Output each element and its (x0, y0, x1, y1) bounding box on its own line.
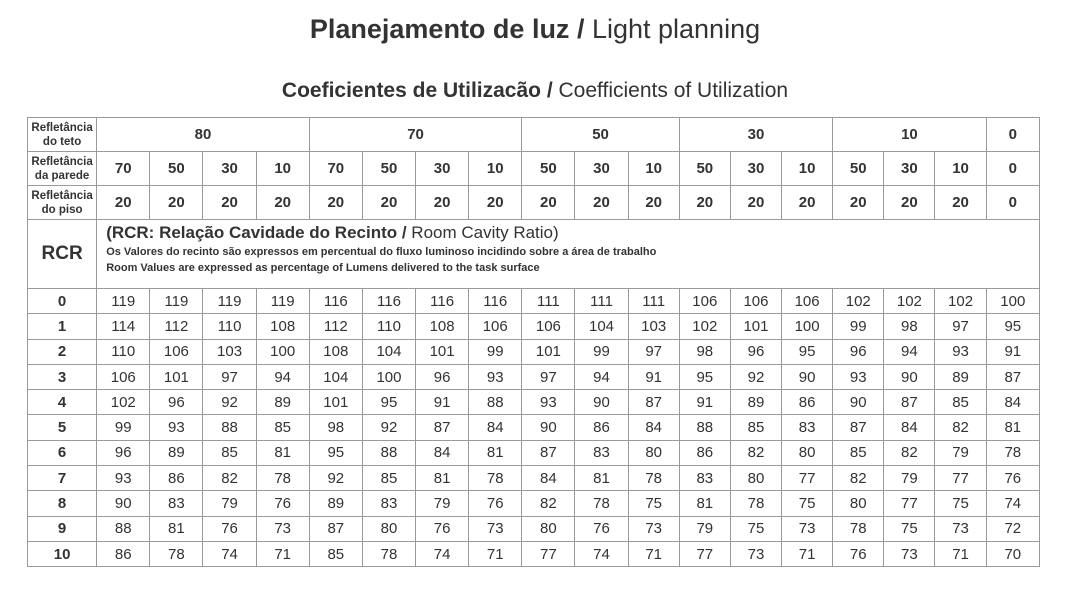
cu-value-cell: 80 (833, 491, 884, 516)
cu-value-cell: 106 (730, 289, 781, 314)
cu-value-cell: 78 (628, 466, 679, 491)
coefficients-table (27, 117, 1040, 567)
cu-value-cell: 103 (628, 314, 679, 339)
page-title (0, 14, 1070, 45)
floor-reflectance-value: 20 (833, 186, 884, 220)
cu-value-cell: 104 (309, 364, 362, 389)
cu-value-cell: 97 (203, 364, 256, 389)
cu-value-cell: 79 (416, 491, 469, 516)
cu-value-cell: 116 (362, 289, 415, 314)
wall-reflectance-value: 70 (309, 152, 362, 186)
cu-value-cell: 81 (256, 440, 309, 465)
cu-value-cell: 87 (986, 364, 1039, 389)
cu-value-cell: 100 (986, 289, 1039, 314)
floor-reflectance-value: 20 (256, 186, 309, 220)
cu-value-cell: 88 (97, 516, 150, 541)
floor-reflectance-value: 20 (575, 186, 628, 220)
cu-value-cell: 73 (884, 541, 935, 566)
wall-reflectance-value: 50 (679, 152, 730, 186)
cu-value-cell: 98 (309, 415, 362, 440)
table-row (28, 491, 1040, 516)
cu-value-cell: 99 (833, 314, 884, 339)
cu-value-cell: 85 (256, 415, 309, 440)
cu-value-cell: 97 (628, 339, 679, 364)
cu-value-cell: 74 (203, 541, 256, 566)
rcr-value: 7 (28, 466, 97, 491)
cu-value-cell: 101 (150, 364, 203, 389)
cu-value-cell: 87 (522, 440, 575, 465)
subtitle-separator: / (541, 79, 559, 102)
cu-value-cell: 106 (679, 289, 730, 314)
cu-value-cell: 96 (833, 339, 884, 364)
cu-value-cell: 89 (309, 491, 362, 516)
cu-value-cell: 87 (309, 516, 362, 541)
cu-value-cell: 116 (309, 289, 362, 314)
cu-value-cell: 81 (986, 415, 1039, 440)
cu-value-cell: 91 (986, 339, 1039, 364)
note-line-english: Room Values are expressed as percentage of Lumens delivered to the task surface (106, 262, 540, 274)
cu-value-cell: 82 (730, 440, 781, 465)
cu-value-cell: 86 (782, 390, 833, 415)
cu-value-cell: 106 (522, 314, 575, 339)
cu-value-cell: 119 (256, 289, 309, 314)
cu-value-cell: 108 (256, 314, 309, 339)
floor-reflectance-value: 20 (203, 186, 256, 220)
wall-reflectance-value: 30 (884, 152, 935, 186)
cu-value-cell: 81 (575, 466, 628, 491)
cu-value-cell: 76 (575, 516, 628, 541)
cu-value-cell: 99 (469, 339, 522, 364)
cu-value-cell: 92 (730, 364, 781, 389)
cu-value-cell: 78 (730, 491, 781, 516)
cu-value-cell: 110 (97, 339, 150, 364)
title-normal: Light planning (591, 14, 761, 44)
cu-value-cell: 73 (469, 516, 522, 541)
wall-reflectance-value: 50 (150, 152, 203, 186)
cu-value-cell: 102 (935, 289, 986, 314)
floor-reflectance-value: 20 (884, 186, 935, 220)
cu-value-cell: 87 (833, 415, 884, 440)
rcr-value: 5 (28, 415, 97, 440)
cu-value-cell: 78 (575, 491, 628, 516)
cu-value-cell: 89 (935, 364, 986, 389)
cu-value-cell: 101 (522, 339, 575, 364)
cu-value-cell: 95 (782, 339, 833, 364)
cu-value-cell: 78 (256, 466, 309, 491)
table-row (28, 289, 1040, 314)
cu-value-cell: 112 (309, 314, 362, 339)
wall-reflectance-value: 50 (522, 152, 575, 186)
cu-value-cell: 114 (97, 314, 150, 339)
cu-value-cell: 91 (679, 390, 730, 415)
cu-value-cell: 82 (203, 466, 256, 491)
floor-reflectance-value: 20 (97, 186, 150, 220)
cu-value-cell: 79 (679, 516, 730, 541)
cu-value-cell: 85 (833, 440, 884, 465)
cu-value-cell: 116 (469, 289, 522, 314)
cu-value-cell: 116 (416, 289, 469, 314)
cu-value-cell: 80 (782, 440, 833, 465)
cu-value-cell: 94 (575, 364, 628, 389)
cu-value-cell: 71 (628, 541, 679, 566)
cu-value-cell: 110 (203, 314, 256, 339)
table-row (28, 314, 1040, 339)
cu-value-cell: 93 (522, 390, 575, 415)
wall-reflectance-value: 30 (730, 152, 781, 186)
cu-value-cell: 106 (97, 364, 150, 389)
cu-value-cell: 94 (256, 364, 309, 389)
cu-value-cell: 80 (522, 516, 575, 541)
floor-reflectance-value: 20 (628, 186, 679, 220)
cu-value-cell: 84 (416, 440, 469, 465)
cu-value-cell: 91 (416, 390, 469, 415)
cu-value-cell: 85 (935, 390, 986, 415)
cu-value-cell: 93 (833, 364, 884, 389)
cu-value-cell: 82 (833, 466, 884, 491)
cu-value-cell: 88 (362, 440, 415, 465)
cu-value-cell: 84 (986, 390, 1039, 415)
cu-value-cell: 97 (522, 364, 575, 389)
cu-value-cell: 86 (150, 466, 203, 491)
cu-value-cell: 78 (469, 466, 522, 491)
table-row (28, 415, 1040, 440)
cu-value-cell: 78 (150, 541, 203, 566)
ceiling-reflectance-row (28, 118, 1040, 152)
cu-value-cell: 97 (935, 314, 986, 339)
cu-value-cell: 74 (575, 541, 628, 566)
cu-value-cell: 88 (469, 390, 522, 415)
table-row (28, 541, 1040, 566)
cu-value-cell: 90 (782, 364, 833, 389)
note-line-portuguese: Os Valores do recinto são expressos em percentual do fluxo luminoso incidindo sobre a área de trabalho (106, 246, 657, 258)
cu-value-cell: 95 (986, 314, 1039, 339)
cu-value-cell: 83 (679, 466, 730, 491)
floor-reflectance-value: 20 (309, 186, 362, 220)
rcr-value: 10 (28, 541, 97, 566)
ceiling-group-50: 50 (522, 118, 679, 152)
wall-reflectance-value: 50 (833, 152, 884, 186)
floor-reflectance-row (28, 186, 1040, 220)
cu-value-cell: 100 (362, 364, 415, 389)
floor-reflectance-value: 20 (935, 186, 986, 220)
ceiling-reflectance-label (28, 118, 97, 152)
cu-value-cell: 111 (522, 289, 575, 314)
cu-value-cell: 84 (522, 466, 575, 491)
cu-value-cell: 77 (884, 491, 935, 516)
cu-value-cell: 89 (150, 440, 203, 465)
floor-reflectance-label (28, 186, 97, 220)
cu-value-cell: 99 (575, 339, 628, 364)
cu-value-cell: 85 (203, 440, 256, 465)
cu-value-cell: 96 (730, 339, 781, 364)
cu-value-cell: 102 (679, 314, 730, 339)
cu-value-cell: 80 (628, 440, 679, 465)
rcr-value: 4 (28, 390, 97, 415)
table-row (28, 466, 1040, 491)
cu-value-cell: 77 (782, 466, 833, 491)
cu-value-cell: 87 (628, 390, 679, 415)
cu-value-cell: 98 (884, 314, 935, 339)
cu-value-cell: 95 (309, 440, 362, 465)
cu-value-cell: 102 (833, 289, 884, 314)
ceiling-group-80: 80 (97, 118, 310, 152)
wall-reflectance-value: 70 (97, 152, 150, 186)
cu-value-cell: 101 (309, 390, 362, 415)
floor-reflectance-value: 20 (522, 186, 575, 220)
cu-value-cell: 84 (628, 415, 679, 440)
wall-label-line1: Refletância (31, 155, 93, 168)
cu-value-cell: 78 (833, 516, 884, 541)
rcr-value: 9 (28, 516, 97, 541)
floor-reflectance-value: 0 (986, 186, 1039, 220)
wall-reflectance-value: 10 (628, 152, 679, 186)
cu-value-cell: 75 (935, 491, 986, 516)
cu-value-cell: 93 (469, 364, 522, 389)
cu-value-cell: 75 (782, 491, 833, 516)
cu-value-cell: 101 (730, 314, 781, 339)
cu-value-cell: 77 (522, 541, 575, 566)
cu-value-cell: 95 (679, 364, 730, 389)
cu-value-cell: 119 (203, 289, 256, 314)
cu-value-cell: 73 (730, 541, 781, 566)
wall-reflectance-value: 30 (416, 152, 469, 186)
table-row (28, 440, 1040, 465)
cu-value-cell: 77 (679, 541, 730, 566)
cu-value-cell: 76 (833, 541, 884, 566)
wall-reflectance-value: 0 (986, 152, 1039, 186)
cu-value-cell: 79 (935, 440, 986, 465)
cu-value-cell: 101 (416, 339, 469, 364)
cu-value-cell: 90 (833, 390, 884, 415)
cu-value-cell: 91 (628, 364, 679, 389)
floor-reflectance-value: 20 (782, 186, 833, 220)
cu-value-cell: 92 (362, 415, 415, 440)
cu-value-cell: 108 (309, 339, 362, 364)
ceiling-label-line1: Refletância (31, 121, 93, 134)
cu-value-cell: 92 (309, 466, 362, 491)
cu-value-cell: 70 (986, 541, 1039, 566)
cu-value-cell: 86 (679, 440, 730, 465)
wall-reflectance-value: 10 (469, 152, 522, 186)
cu-value-cell: 87 (416, 415, 469, 440)
cu-value-cell: 104 (362, 339, 415, 364)
cu-value-cell: 77 (935, 466, 986, 491)
cu-value-cell: 82 (884, 440, 935, 465)
cu-value-cell: 87 (884, 390, 935, 415)
rcr-value: 2 (28, 339, 97, 364)
cu-value-cell: 111 (575, 289, 628, 314)
wall-reflectance-row (28, 152, 1040, 186)
cu-value-cell: 119 (97, 289, 150, 314)
cu-value-cell: 71 (256, 541, 309, 566)
cu-value-cell: 100 (782, 314, 833, 339)
cu-value-cell: 110 (362, 314, 415, 339)
cu-value-cell: 80 (362, 516, 415, 541)
cu-value-cell: 85 (362, 466, 415, 491)
ceiling-group-70: 70 (309, 118, 522, 152)
rcr-value: 3 (28, 364, 97, 389)
cu-value-cell: 93 (97, 466, 150, 491)
cu-value-cell: 89 (730, 390, 781, 415)
ceiling-group-0: 0 (986, 118, 1039, 152)
cu-value-cell: 82 (522, 491, 575, 516)
cu-value-cell: 111 (628, 289, 679, 314)
cu-value-cell: 82 (935, 415, 986, 440)
cu-value-cell: 78 (986, 440, 1039, 465)
wall-reflectance-value: 10 (935, 152, 986, 186)
rcr-note (97, 220, 1040, 289)
cu-value-cell: 102 (97, 390, 150, 415)
title-separator: / (569, 14, 592, 44)
rcr-value: 1 (28, 314, 97, 339)
cu-value-cell: 73 (256, 516, 309, 541)
wall-reflectance-value: 30 (203, 152, 256, 186)
table-row (28, 390, 1040, 415)
cu-value-cell: 119 (150, 289, 203, 314)
cu-value-cell: 94 (884, 339, 935, 364)
wall-reflectance-value: 30 (575, 152, 628, 186)
cu-value-cell: 106 (782, 289, 833, 314)
cu-value-cell: 86 (575, 415, 628, 440)
cu-value-cell: 89 (256, 390, 309, 415)
rcr-label: RCR (28, 220, 97, 289)
cu-value-cell: 76 (986, 466, 1039, 491)
cu-value-cell: 100 (256, 339, 309, 364)
cu-value-cell: 96 (97, 440, 150, 465)
table-row (28, 339, 1040, 364)
floor-label-line1: Refletância (31, 189, 93, 202)
table-row (28, 364, 1040, 389)
cu-value-cell: 85 (730, 415, 781, 440)
cu-value-cell: 75 (628, 491, 679, 516)
cu-value-cell: 73 (935, 516, 986, 541)
table-row (28, 516, 1040, 541)
rcr-value: 0 (28, 289, 97, 314)
rcr-value: 6 (28, 440, 97, 465)
cu-value-cell: 93 (935, 339, 986, 364)
cu-value-cell: 88 (203, 415, 256, 440)
floor-label-line2: do piso (41, 203, 83, 216)
cu-value-cell: 90 (575, 390, 628, 415)
wall-reflectance-label (28, 152, 97, 186)
floor-reflectance-value: 20 (150, 186, 203, 220)
ceiling-group-30: 30 (679, 118, 832, 152)
floor-reflectance-value: 20 (730, 186, 781, 220)
cu-value-cell: 76 (256, 491, 309, 516)
cu-value-cell: 81 (679, 491, 730, 516)
cu-value-cell: 99 (97, 415, 150, 440)
subtitle-bold: Coeficientes de Utilizacão (281, 79, 541, 102)
cu-value-cell: 95 (362, 390, 415, 415)
wall-label-line2: da parede (34, 169, 90, 182)
cu-value-cell: 83 (150, 491, 203, 516)
note-title-bold: (RCR: Relação Cavidade do Recinto / (106, 223, 407, 242)
cu-value-cell: 92 (203, 390, 256, 415)
cu-value-cell: 74 (416, 541, 469, 566)
cu-value-cell: 98 (679, 339, 730, 364)
note-title (106, 222, 1033, 244)
cu-value-cell: 106 (150, 339, 203, 364)
cu-value-cell: 81 (416, 466, 469, 491)
cu-value-cell: 71 (782, 541, 833, 566)
cu-value-cell: 85 (309, 541, 362, 566)
cu-value-cell: 76 (469, 491, 522, 516)
title-bold: Planejamento de luz (309, 14, 570, 44)
cu-value-cell: 78 (362, 541, 415, 566)
note-title-normal: Room Cavity Ratio) (406, 223, 559, 242)
cu-value-cell: 71 (935, 541, 986, 566)
wall-reflectance-value: 10 (256, 152, 309, 186)
cu-value-cell: 102 (884, 289, 935, 314)
cu-value-cell: 80 (730, 466, 781, 491)
cu-value-cell: 103 (203, 339, 256, 364)
floor-reflectance-value: 20 (469, 186, 522, 220)
cu-value-cell: 76 (203, 516, 256, 541)
table-subtitle (0, 79, 1070, 103)
cu-value-cell: 76 (416, 516, 469, 541)
cu-value-cell: 84 (884, 415, 935, 440)
cu-value-cell: 112 (150, 314, 203, 339)
cu-value-cell: 90 (884, 364, 935, 389)
cu-value-cell: 75 (730, 516, 781, 541)
cu-value-cell: 72 (986, 516, 1039, 541)
cu-value-cell: 84 (469, 415, 522, 440)
cu-value-cell: 108 (416, 314, 469, 339)
cu-value-cell: 93 (150, 415, 203, 440)
cu-value-cell: 74 (986, 491, 1039, 516)
cu-value-cell: 90 (522, 415, 575, 440)
cu-value-cell: 71 (469, 541, 522, 566)
floor-reflectance-value: 20 (362, 186, 415, 220)
cu-value-cell: 83 (362, 491, 415, 516)
cu-value-cell: 81 (150, 516, 203, 541)
rcr-value: 8 (28, 491, 97, 516)
cu-value-cell: 81 (469, 440, 522, 465)
cu-value-cell: 88 (679, 415, 730, 440)
cu-value-cell: 73 (782, 516, 833, 541)
wall-reflectance-value: 10 (782, 152, 833, 186)
cu-value-cell: 79 (884, 466, 935, 491)
cu-value-cell: 86 (97, 541, 150, 566)
subtitle-normal: Coefficients of Utilization (558, 79, 789, 102)
wall-reflectance-value: 50 (362, 152, 415, 186)
ceiling-label-line2: do teto (42, 135, 82, 148)
cu-value-cell: 75 (884, 516, 935, 541)
cu-value-cell: 104 (575, 314, 628, 339)
cu-value-cell: 83 (575, 440, 628, 465)
cu-value-cell: 96 (416, 364, 469, 389)
floor-reflectance-value: 20 (679, 186, 730, 220)
cu-value-cell: 73 (628, 516, 679, 541)
cu-value-cell: 83 (782, 415, 833, 440)
rcr-header-row (28, 220, 1040, 289)
cu-value-cell: 90 (97, 491, 150, 516)
ceiling-group-10: 10 (833, 118, 986, 152)
cu-value-cell: 106 (469, 314, 522, 339)
cu-value-cell: 79 (203, 491, 256, 516)
cu-value-cell: 96 (150, 390, 203, 415)
floor-reflectance-value: 20 (416, 186, 469, 220)
